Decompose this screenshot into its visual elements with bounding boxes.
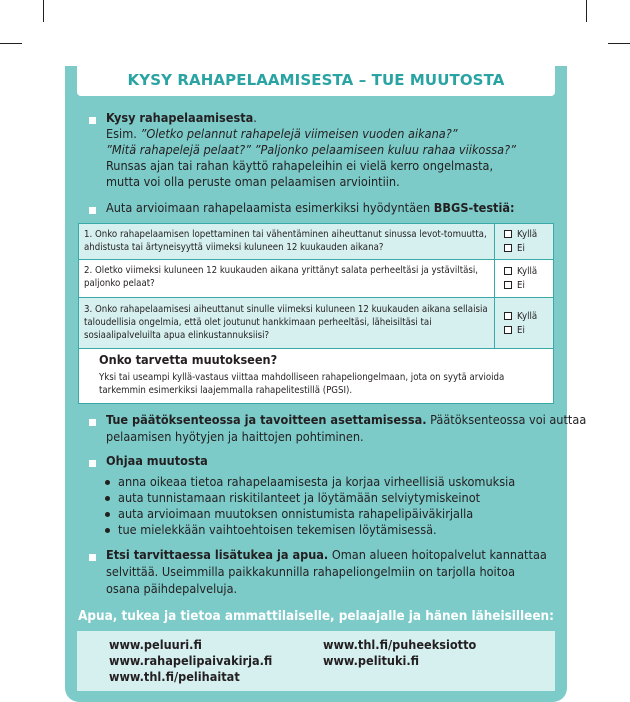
bullet-dot — [105, 496, 110, 501]
link-pelituki[interactable]: www.pelituki.fi — [323, 653, 420, 668]
card-title: KYSY RAHAPELAAMISESTA – TUE MUUTOSTA — [127, 71, 505, 89]
support-line-2: selvittää. Useimmilla paikkakunnilla rahapeliongelmiin on tarjolla hoitoa — [106, 564, 516, 579]
bullet-square — [89, 419, 96, 426]
bullet-dot — [105, 480, 110, 485]
crop-mark-right-top — [608, 43, 630, 44]
ask-lead: Kysy rahapelaamisesta — [106, 110, 254, 125]
bullet-dot — [105, 528, 110, 533]
crop-mark-top-left — [43, 0, 44, 22]
answer-no[interactable]: Ei — [504, 279, 525, 292]
guide-bullet-2: auta tunnistamaan riskitilanteet ja löytämään selviytymiskeinot — [118, 490, 481, 505]
info-card — [65, 66, 587, 702]
bullet-dot — [105, 512, 110, 517]
ask-example-1: Esim. ”Oletko pelannut rahapelejä viimeisen vuoden aikana?” — [106, 126, 458, 141]
crop-mark-left-top — [0, 43, 22, 44]
checkbox-icon[interactable] — [504, 230, 512, 238]
checkbox-icon[interactable] — [504, 267, 512, 275]
bbgs-question-row-1: 1. Onko rahapelaamisen lopettaminen tai vähentäminen aiheuttanut sinussa levot-tomuutta, ahdistusta tai ärtyneisyyttä viimeksi kuluneen 12 kuukauden aikana? Kyllä Ei — [78, 223, 554, 259]
answer-no[interactable]: Ei — [504, 324, 525, 337]
section-guide-heading: Ohjaa muutosta — [106, 453, 208, 468]
section-decision: Tue päätöksenteossa ja tavoitteen asettamisessa. Päätöksenteossa voi auttaa — [106, 412, 587, 427]
link-rahapelipaivakirja[interactable]: www.rahapelipaivakirja.fi — [109, 653, 273, 668]
section-support: Etsi tarvittaessa lisätukea ja apua. Oman alueen hoitopalvelut kannattaa — [106, 547, 547, 562]
decision-line-2: pelaamisen hyötyjen ja haittojen pohtiminen. — [106, 429, 364, 444]
ask-line-4: Runsas ajan tai rahan käyttö rahapeleihin ei vielä kerro ongelmasta, — [106, 158, 494, 173]
support-line-3: osana päihdepalveluja. — [106, 581, 238, 596]
change-need-box — [78, 348, 554, 404]
change-need-title: Onko tarvetta muutokseen? — [99, 352, 278, 367]
bbgs-question-row-3: 3. Onko rahapelaamisesi aiheuttanut sinulle viimeksi kuluneen 12 kuukauden aikana sellaisia taloudellisia ongelmia, että olet joutunut hankkimaan perheeltäsi, läheisiltäsi tai sosiaalipalveluilta apua elinkustannuksiisi? Kyllä Ei — [78, 297, 554, 348]
answer-column — [494, 224, 555, 259]
ask-example-2: ”Mitä rahapelejä pelaat?” ”Paljonko pelaamiseen kuluu rahaa viikossa?” — [106, 142, 516, 157]
answer-no[interactable]: Ei — [504, 242, 525, 255]
checkbox-icon[interactable] — [504, 312, 512, 320]
guide-bullet-1: anna oikeaa tietoa rahapelaamisesta ja korjaa virheellisiä uskomuksia — [118, 474, 516, 489]
guide-bullet-4: tue mielekkään vaihtoehtoisen tekemisen löytämisessä. — [118, 522, 437, 537]
answer-yes[interactable]: Kyllä — [504, 265, 537, 278]
checkbox-icon[interactable] — [504, 244, 512, 252]
link-peluuri[interactable]: www.peluuri.fi — [109, 637, 202, 652]
bbgs-question-row-2: 2. Oletko viimeksi kuluneen 12 kuukauden aikana yrittänyt salata perheeltäsi ja ystäviltäsi, paljonko pelaat? Kyllä Ei — [78, 259, 554, 297]
checkbox-icon[interactable] — [504, 326, 512, 334]
ask-line-5: mutta voi olla peruste oman pelaamisen arviointiin. — [106, 174, 400, 189]
answer-column — [494, 260, 555, 297]
bullet-square — [89, 117, 96, 124]
section-assess: Auta arvioimaan rahapelaamista esimerkiksi hyödyntäen BBGS-testiä: — [106, 200, 515, 215]
bullet-square — [89, 554, 96, 561]
help-box — [77, 605, 555, 691]
answer-yes[interactable]: Kyllä — [504, 228, 537, 241]
bullet-square — [89, 460, 96, 467]
section-ask-heading: Kysy rahapelaamisesta. — [106, 110, 257, 125]
answer-column — [494, 298, 555, 348]
card-header — [77, 66, 555, 96]
bullet-square — [89, 207, 96, 214]
help-title: Apua, tukea ja tietoa ammattilaiselle, pelaajalle ja hänen läheisilleen: — [78, 609, 554, 624]
answer-yes[interactable]: Kyllä — [504, 310, 537, 323]
link-thl-puheeksiotto[interactable]: www.thl.fi/puheeksiotto — [323, 637, 477, 652]
link-thl-pelihaitat[interactable]: www.thl.fi/pelihaitat — [109, 669, 240, 684]
crop-mark-top-right — [586, 0, 587, 22]
guide-bullet-3: auta arvioimaan muutoksen onnistumista rahapelipäiväkirjalla — [118, 506, 474, 521]
checkbox-icon[interactable] — [504, 281, 512, 289]
change-need-text: Yksi tai useampi kyllä-vastaus viittaa mahdolliseen rahapeliongelmaan, jota on syytä arvioida tarkemmin esimerkiksi laajemmalla rahapelitestillä (PGSI). — [99, 372, 505, 396]
